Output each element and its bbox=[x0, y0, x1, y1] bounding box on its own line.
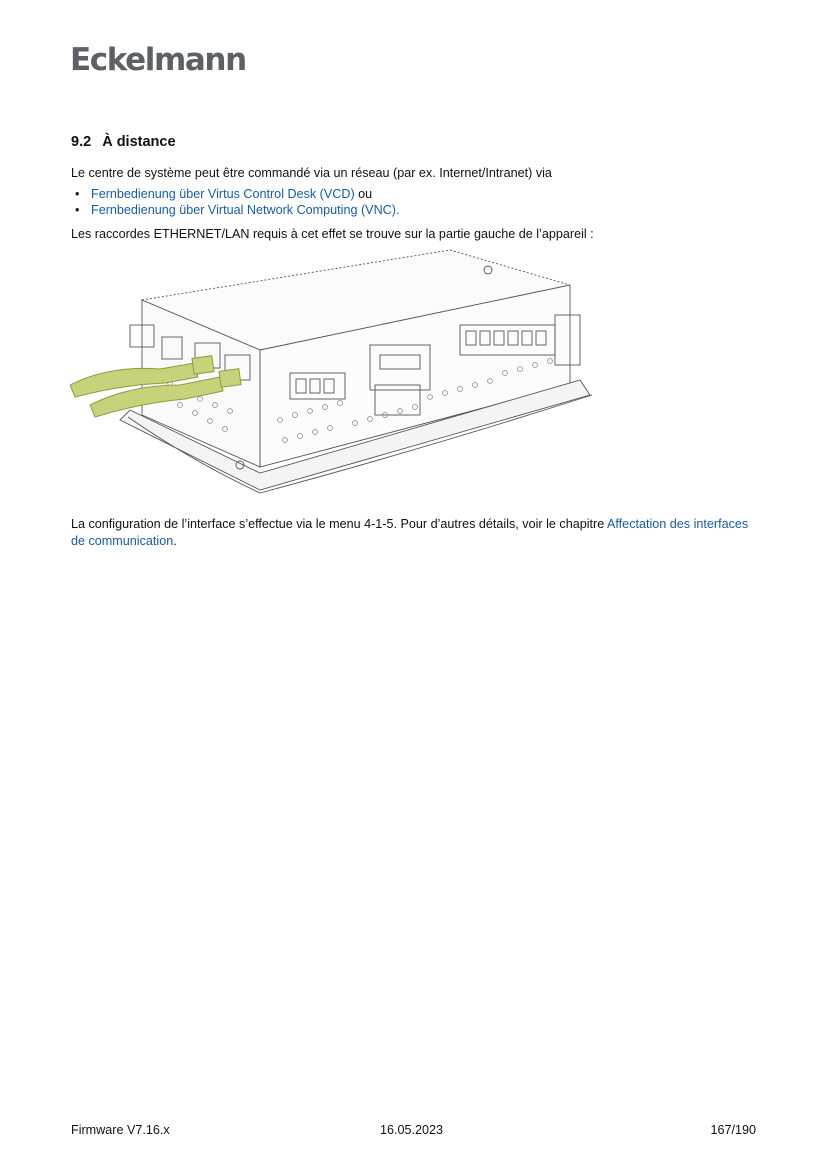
section-title: À distance bbox=[102, 134, 176, 150]
config-end: . bbox=[173, 534, 177, 548]
section-heading bbox=[71, 133, 176, 151]
config-paragraph bbox=[71, 516, 761, 550]
footer-page-number: 167/190 bbox=[710, 1123, 756, 1137]
list-item bbox=[75, 186, 399, 202]
vcd-link[interactable]: Fernbedienung über Virtus Control Desk (VCD) bbox=[91, 187, 355, 201]
interfaces-link[interactable]: Affectation des interfaces de communication bbox=[71, 517, 749, 548]
bullet-icon: • bbox=[75, 203, 80, 217]
bullet-icon: • bbox=[75, 187, 80, 201]
list-item-suffix: ou bbox=[354, 187, 373, 201]
vnc-link[interactable]: Fernbedienung über Virtual Network Computing (VNC). bbox=[91, 203, 400, 217]
lan-paragraph: Les raccordes ETHERNET/LAN requis à cet effet se trouve sur la partie gauche de l’appareil : bbox=[71, 227, 594, 241]
intro-paragraph: Le centre de système peut être commandé via un réseau (par ex. Internet/Intranet) via bbox=[71, 166, 552, 180]
remote-options-list bbox=[75, 186, 399, 218]
config-text: La configuration de l’interface s’effectue via le menu 4-1-5. Pour d’autres détails, voir le chapitre bbox=[71, 517, 608, 531]
section-number: 9.2 bbox=[71, 134, 92, 150]
footer-firmware: Firmware V7.16.x bbox=[71, 1123, 170, 1137]
footer-date: 16.05.2023 bbox=[380, 1123, 444, 1137]
device-illustration bbox=[70, 245, 600, 510]
list-item bbox=[75, 202, 399, 218]
company-logo: Eckelmann bbox=[70, 42, 246, 78]
